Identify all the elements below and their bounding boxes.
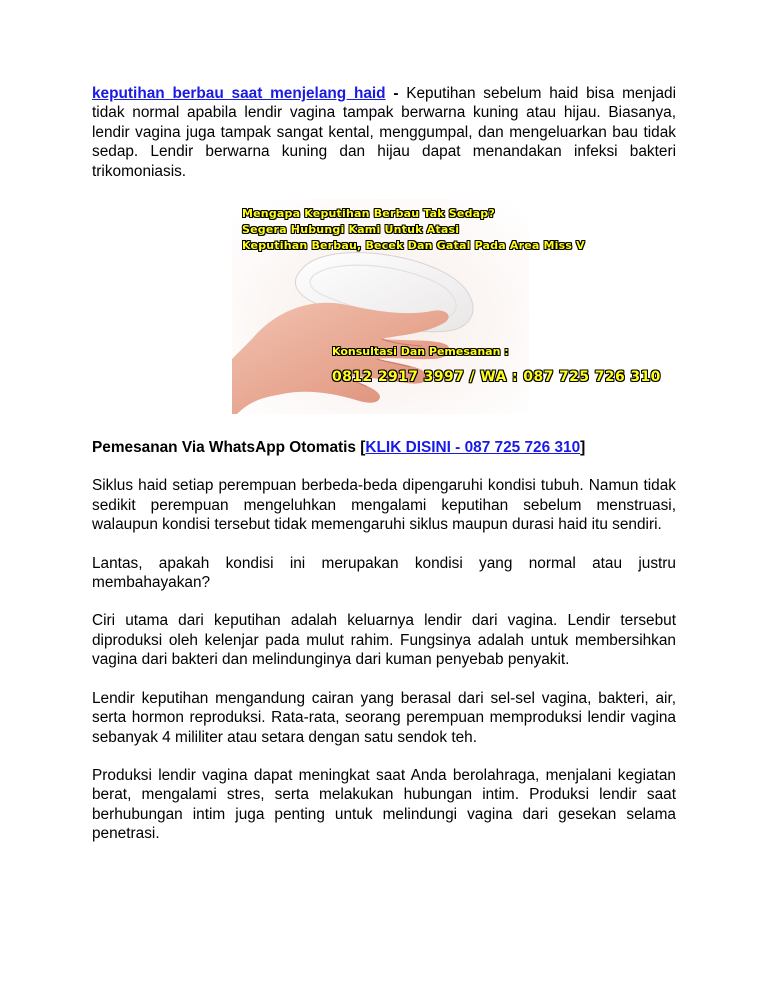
whatsapp-prefix: Pemesanan Via WhatsApp Otomatis [ [92, 439, 366, 457]
promo-caption-line-3: Keputihan Berbau, Becek Dan Gatal Pada Area Miss V [242, 239, 585, 253]
intro-paragraph [92, 84, 676, 181]
intro-separator: - [385, 85, 407, 102]
body-paragraph: Lendir keputihan mengandung cairan yang berasal dari sel-sel vagina, bakteri, air, serta hormon reproduksi. Rata-rata, seorang perempuan memproduksi lendir vagina sebanyak 4 mililiter atau setara dengan satu sendok teh. [92, 689, 676, 746]
body-paragraph: Lantas, apakah kondisi ini merupakan kondisi yang normal atau justru membahayakan? [92, 554, 676, 592]
whatsapp-click-link[interactable]: KLIK DISINI - 087 725 726 310 [365, 439, 581, 457]
keputihan-article-link[interactable]: keputihan berbau saat menjelang haid [92, 85, 386, 102]
promo-caption-line-1: Mengapa Keputihan Berbau Tak Sedap? [242, 207, 495, 221]
promo-contact-label: Konsultasi Dan Pemesanan : [332, 345, 509, 359]
body-paragraph: Produksi lendir vagina dapat meningkat saat Anda berolahraga, menjalani kegiatan berat, mengalami stres, serta melakukan hubungan intim. Produksi lendir saat berhubungan intim juga penting untuk melindungi vagina dari gesekan selama penetrasi. [92, 766, 676, 843]
body-paragraph: Ciri utama dari keputihan adalah keluarnya lendir dari vagina. Lendir tersebut diproduksi oleh kelenjar pada mulut rahim. Fungsinya adalah untuk membersihkan vagina dari bakteri dan melindunginya dari kuman penyebab penyakit. [92, 612, 676, 669]
promo-caption-line-2: Segera Hubungi Kami Untuk Atasi [242, 223, 460, 237]
body-paragraph: Siklus haid setiap perempuan berbeda-beda dipengaruhi kondisi tubuh. Namun tidak sedikit perempuan mengeluhkan mengalami keputihan sebelum menstruasi, walaupun kondisi tersebut tidak memengaruhi siklus maupun durasi haid itu sendiri. [92, 477, 676, 534]
document-page [92, 84, 676, 844]
promo-contact-numbers: 0812 2917 3997 / WA : 087 725 726 310 [332, 369, 661, 386]
whatsapp-suffix: ] [580, 439, 586, 457]
intro-text: Keputihan sebelum haid bisa menjadi tidak normal apabila lendir vagina tampak berwarna kuning atau hijau. Biasanya, lendir vagina juga tampak sangat kental, menggumpal, dan mengeluarkan bau tidak sedap. Lendir berwarna kuning dan hijau dapat menandakan infeksi bakteri trikomoniasis. [92, 85, 676, 180]
promo-image [232, 199, 661, 414]
whatsapp-order-line [92, 438, 676, 457]
